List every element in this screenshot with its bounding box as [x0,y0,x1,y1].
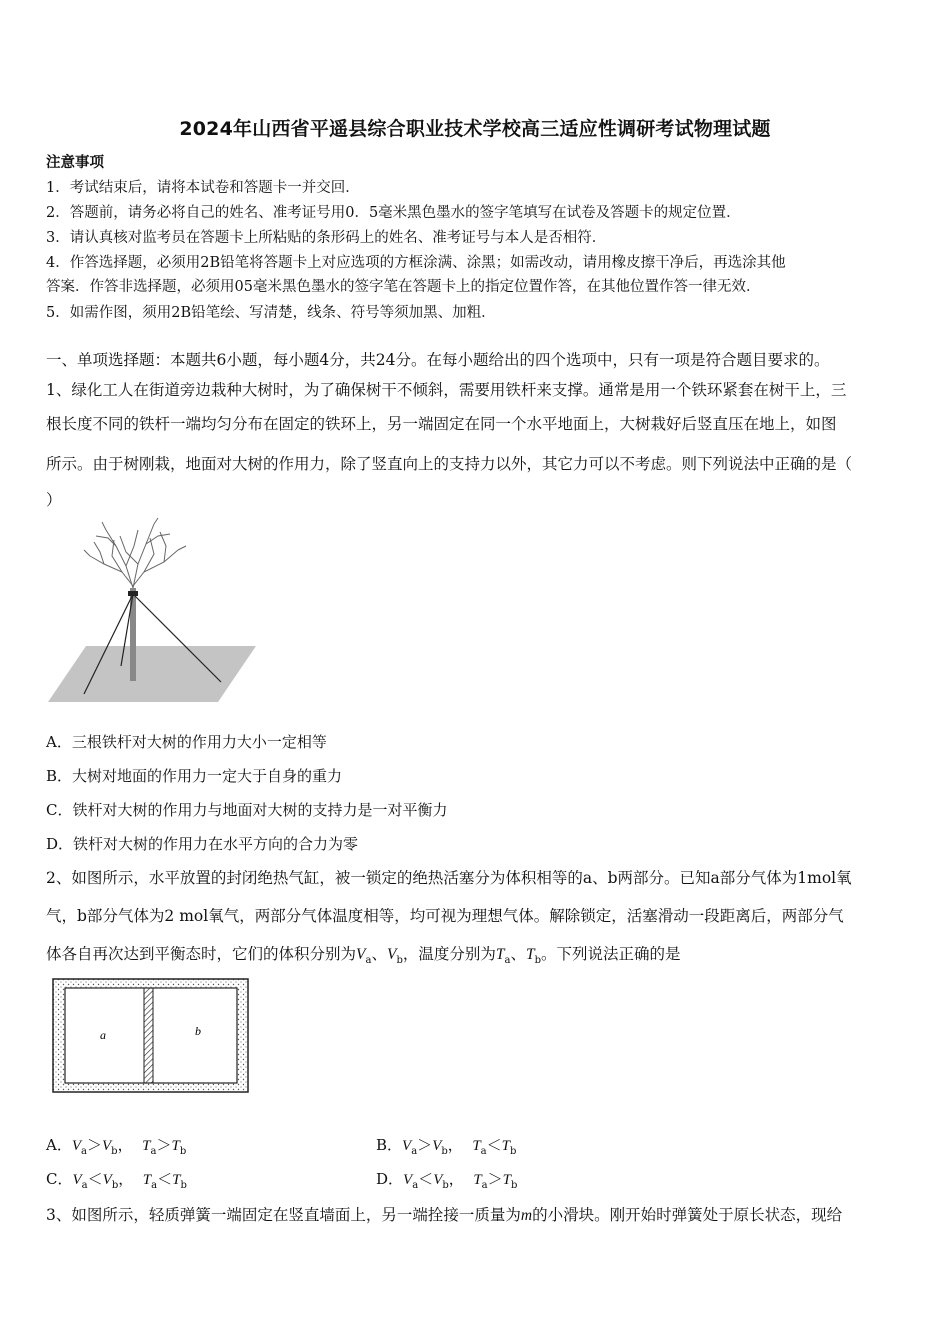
page-title: 2024年山西省平遥县综合职业技术学校高三适应性调研考试物理试题 [179,118,771,140]
note-item-4-cont: 答案．作答非选择题，必须用05毫米黑色墨水的签字笔在答题卡上的指定位置作答，在其他位置作答一律无效． [46,279,761,295]
tree-branches [84,518,186,588]
label-b: b [195,1024,201,1038]
q2-line-2: 气，b部分气体为2 mol氧气，两部分气体温度相等，均可视为理想气体。解除锁定，活塞滑动一段距离后，两部分气 [46,907,844,925]
q2-option-c: C．$V_a<V_b$， $T_a<T_b$ [46,1170,187,1191]
note-item-4: 4．作答选择题，必须用2B铅笔将答题卡上对应选项的方框涂满、涂黑；如需改动，请用橡皮擦干净后，再选涂其他 [46,255,786,271]
q1-option-d: D．铁杆对大树的作用力在水平方向的合力为零 [46,835,359,853]
q1-line-1: 1、绿化工人在街道旁边栽种大树时，为了确保树干不倾斜，需要用铁杆来支撑。通常是用一个铁环紧套在树干上，三 [46,381,847,399]
note-item-2: 2．答题前，请务必将自己的姓名、准考证号用0．5毫米黑色墨水的签字笔填写在试卷及答题卡的规定位置． [46,205,741,221]
q2-option-a: A．$V_a>V_b$， $T_a>T_b$ [46,1136,187,1157]
q1-option-a: A．三根铁杆对大树的作用力大小一定相等 [46,733,327,751]
label-a: a [100,1028,106,1042]
q1-option-b: B．大树对地面的作用力一定大于自身的重力 [46,767,343,785]
ground-plane [48,646,256,702]
q2-line-3: 体各自再次达到平衡态时，它们的体积分别为$V_a$、$V_b$，温度分别为$T_a$、$T_b$。下列说法正确的是 [46,945,681,967]
notes-heading: 注意事项 [46,154,104,171]
note-item-3: 3．请认真核对监考员在答题卡上所粘贴的条形码上的姓名、准考证号与本人是否相符． [46,230,607,246]
iron-ring [128,591,138,596]
q1-line-2: 根长度不同的铁杆一端均匀分布在固定的铁环上，另一端固定在同一个水平地面上，大树栽好后竖直压在地上，如图 [46,415,837,433]
note-item-5: 5．如需作图，须用2B铅笔绘、写清楚，线条、符号等须加黑、加粗． [46,305,496,321]
tree-support-figure [46,516,256,706]
q2-line-1: 2、如图所示，水平放置的封闭绝热气缸，被一锁定的绝热活塞分为体积相等的a、b两部分。已知a部分气体为1mol氧 [46,869,852,887]
q1-line-4: ） [46,491,62,509]
q1-option-c: C．铁杆对大树的作用力与地面对大树的支持力是一对平衡力 [46,801,448,819]
q1-line-3: 所示。由于树刚栽，地面对大树的作用力，除了竖直向上的支持力以外，其它力可以不考虑。则下列说法中正确的是（ [46,455,853,473]
piston [144,988,153,1083]
cylinder-figure [52,978,250,1094]
q3-line-1: 3、如图所示，轻质弹簧一端固定在竖直墙面上，另一端拴接一质量为m的小滑块。刚开始时弹簧处于原长状态，现给 [46,1206,843,1224]
section-header: 一、单项选择题：本题共6小题，每小题4分，共24分。在每小题给出的四个选项中，只有一项是符合题目要求的。 [46,351,830,369]
q2-option-b: B．$V_a>V_b$， $T_a<T_b$ [376,1136,517,1157]
q2-option-d: D．$V_a<V_b$， $T_a>T_b$ [376,1170,518,1191]
note-item-1: 1．考试结束后，请将本试卷和答题卡一并交回． [46,180,360,196]
